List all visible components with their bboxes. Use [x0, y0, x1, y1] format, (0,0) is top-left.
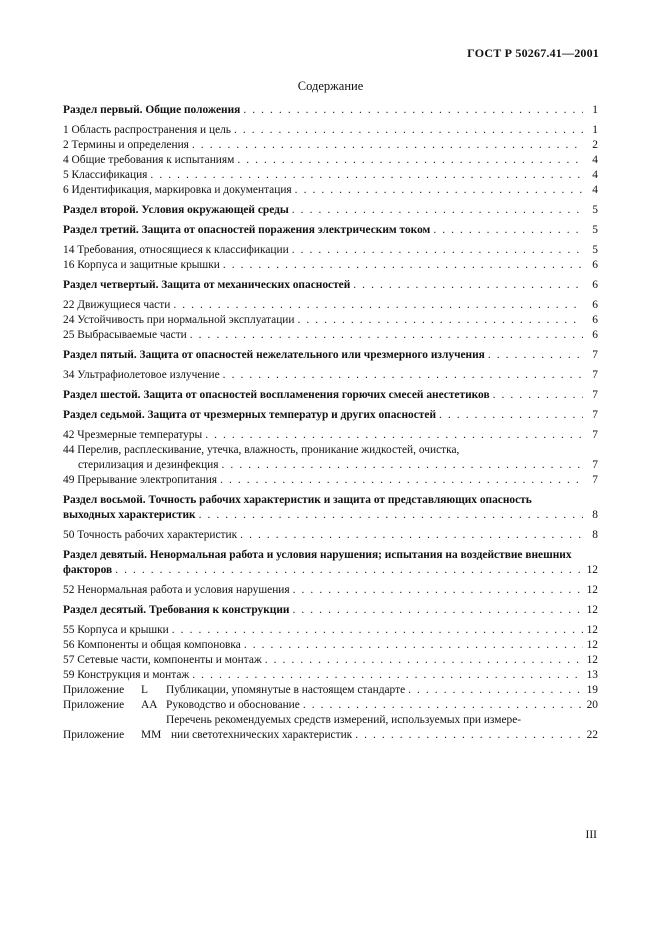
dot-leader	[205, 428, 583, 443]
toc-page-number: 6	[592, 299, 598, 311]
dot-leader	[293, 603, 584, 618]
toc-page-number: 6	[592, 329, 598, 341]
dot-leader	[295, 183, 583, 198]
toc-entry-title: Раздел второй. Условия окружающей среды	[63, 204, 289, 216]
toc-entry-title: 57 Сетевые части, компоненты и монтаж	[63, 654, 262, 666]
toc-item	[63, 368, 598, 383]
appendix-word: Приложение	[63, 699, 125, 711]
toc-appendix	[63, 683, 598, 698]
toc-entry-title: 49 Прерывание электропитания	[63, 474, 218, 486]
toc-page-number: 12	[586, 584, 598, 596]
toc-page-number: 7	[592, 389, 598, 401]
dot-leader	[223, 368, 583, 383]
toc-page-number: 1	[592, 124, 598, 136]
toc-appendix	[63, 713, 598, 743]
toc-entry-title: Перечень рекомендуемых средств измерений, используемых при измере-	[166, 714, 522, 726]
toc-entry-title: 34 Ультрафиолетовое излучение	[63, 369, 220, 381]
toc-item	[63, 428, 598, 443]
dot-leader	[265, 653, 583, 668]
toc-item	[63, 668, 598, 683]
dot-leader	[293, 583, 583, 598]
toc-entry-title-cont: нии светотехнических характеристик	[171, 729, 353, 741]
toc-page-number: 4	[592, 169, 598, 181]
toc-entry-title: 4 Общие требования к испытаниям	[63, 154, 235, 166]
toc-page-number: 7	[592, 459, 598, 471]
dot-leader	[408, 683, 583, 698]
toc-item	[63, 183, 598, 198]
toc-section	[63, 493, 598, 523]
toc-entry-title: Раздел пятый. Защита от опасностей нежелательного или чрезмерного излучения	[63, 349, 485, 361]
toc-page-number: 4	[592, 154, 598, 166]
appendix-word: Приложение	[63, 729, 125, 741]
toc-item	[63, 653, 598, 668]
dot-leader	[237, 153, 583, 168]
toc-section	[63, 388, 598, 403]
toc-page-number: 7	[592, 409, 598, 421]
dot-leader	[353, 278, 583, 293]
toc-item	[63, 328, 598, 343]
toc-item	[63, 298, 598, 313]
toc-page-number: 7	[592, 474, 598, 486]
toc-item	[63, 243, 598, 258]
toc-item	[63, 153, 598, 168]
dot-leader	[192, 668, 583, 683]
toc-entry-continuation	[166, 728, 598, 743]
dot-leader	[173, 298, 583, 313]
toc-entry-title: 56 Компоненты и общая компоновка	[63, 639, 241, 651]
dot-leader	[439, 408, 583, 423]
table-of-contents	[63, 103, 598, 743]
toc-section	[63, 103, 598, 118]
toc-section	[63, 603, 598, 618]
toc-entry-title: 2 Термины и определения	[63, 139, 189, 151]
toc-item	[63, 168, 598, 183]
toc-entry-title: 44 Перелив, расплескивание, утечка, влажность, проникание жидкостей, очистка,	[63, 444, 460, 456]
toc-entry-title: 5 Классификация	[63, 169, 148, 181]
toc-page-number: 7	[592, 429, 598, 441]
toc-section	[63, 203, 598, 218]
toc-entry-title-cont: выходных характеристик	[63, 509, 196, 521]
toc-item	[63, 258, 598, 273]
toc-entry-title: Раздел десятый. Требования к конструкции	[63, 604, 290, 616]
toc-item	[63, 138, 598, 153]
dot-leader	[222, 458, 583, 473]
document-code: ГОСТ Р 50267.41—2001	[467, 46, 599, 60]
toc-entry-title: Раздел четвертый. Защита от механических опасностей	[63, 279, 351, 291]
toc-entry-title: 50 Точность рабочих характеристик	[63, 529, 238, 541]
toc-page-number: 4	[592, 184, 598, 196]
toc-title: Содержание	[297, 79, 364, 93]
toc-entry-title: 55 Корпуса и крышки	[63, 624, 169, 636]
toc-page-number: 12	[586, 639, 598, 651]
toc-page-number: 5	[592, 224, 598, 236]
toc-item	[63, 638, 598, 653]
toc-page-number: 6	[592, 259, 598, 271]
toc-entry-title: Публикации, упомянутые в настоящем стандарте	[166, 684, 406, 696]
dot-leader	[115, 563, 583, 578]
toc-page-number: 1	[592, 104, 598, 116]
toc-page-number: 6	[592, 279, 598, 291]
toc-page-number: 8	[592, 509, 598, 521]
appendix-body	[166, 713, 598, 743]
dot-leader	[244, 638, 583, 653]
toc-entry-title: 22 Движущиеся части	[63, 299, 171, 311]
toc-entry-title: Руководство и обоснование	[166, 699, 300, 711]
toc-page-number: 2	[592, 139, 598, 151]
dot-leader	[150, 168, 583, 183]
dot-leader	[297, 313, 583, 328]
toc-entry-title: 14 Требования, относящиеся к классификации	[63, 244, 289, 256]
appendix-label	[63, 683, 166, 698]
toc-page-number: 13	[586, 669, 598, 681]
toc-item	[63, 443, 598, 473]
toc-section	[63, 548, 598, 578]
toc-section	[63, 223, 598, 238]
toc-entry-title: 42 Чрезмерные температуры	[63, 429, 203, 441]
toc-page-number: 22	[586, 729, 598, 741]
appendix-code: AA	[141, 699, 158, 711]
toc-entry-title-cont: факторов	[63, 564, 113, 576]
toc-page-number: 5	[592, 204, 598, 216]
dot-leader	[220, 473, 583, 488]
dot-leader	[240, 528, 583, 543]
toc-entry-title: 24 Устойчивость при нормальной эксплуатации	[63, 314, 295, 326]
toc-entry-title: 59 Конструкция и монтаж	[63, 669, 190, 681]
dot-leader	[192, 138, 583, 153]
appendix-word: Приложение	[63, 684, 125, 696]
appendix-body	[166, 683, 598, 698]
toc-entry-title-cont: стерилизация и дезинфекция	[78, 459, 219, 471]
toc-page-number: 7	[592, 369, 598, 381]
toc-entry-title: 6 Идентификация, маркировка и документация	[63, 184, 292, 196]
toc-page-number: 12	[586, 604, 598, 616]
dot-leader	[190, 328, 583, 343]
toc-entry-continuation	[63, 508, 598, 523]
toc-item	[63, 473, 598, 488]
appendix-body	[166, 698, 598, 713]
toc-page-number: 12	[586, 564, 598, 576]
dot-leader	[433, 223, 583, 238]
toc-item	[63, 528, 598, 543]
toc-item	[63, 583, 598, 598]
dot-leader	[488, 348, 583, 363]
toc-entry-title: Раздел восьмой. Точность рабочих характеристик и защита от представляющих опасность	[63, 494, 532, 506]
toc-page-number: 5	[592, 244, 598, 256]
toc-section	[63, 348, 598, 363]
toc-entry-title: Раздел девятый. Ненормальная работа и условия нарушения; испытания на воздействие внешних	[63, 549, 572, 561]
toc-entry-continuation	[63, 458, 598, 473]
toc-entry-title: Раздел шестой. Защита от опасностей воспламенения горючих смесей анестетиков	[63, 389, 490, 401]
toc-page-number: 19	[586, 684, 598, 696]
page-number: III	[585, 829, 597, 841]
appendix-code: MM	[141, 729, 162, 741]
toc-item	[63, 123, 598, 138]
dot-leader	[292, 203, 583, 218]
toc-appendix	[63, 698, 598, 713]
toc-page-number: 20	[586, 699, 598, 711]
toc-item	[63, 623, 598, 638]
toc-page-number: 7	[592, 349, 598, 361]
dot-leader	[303, 698, 583, 713]
toc-page-number: 12	[586, 624, 598, 636]
toc-section	[63, 408, 598, 423]
dot-leader	[172, 623, 583, 638]
toc-entry-title: 52 Ненормальная работа и условия нарушения	[63, 584, 290, 596]
toc-page-number: 6	[592, 314, 598, 326]
dot-leader	[355, 728, 583, 743]
dot-leader	[223, 258, 583, 273]
toc-item	[63, 313, 598, 328]
toc-entry-title: 16 Корпуса и защитные крышки	[63, 259, 220, 271]
toc-entry-title: 1 Область распространения и цель	[63, 124, 232, 136]
toc-entry-title: 25 Выбрасываемые части	[63, 329, 187, 341]
appendix-label	[63, 698, 166, 713]
dot-leader	[243, 103, 583, 118]
dot-leader	[199, 508, 583, 523]
toc-entry-continuation	[63, 563, 598, 578]
appendix-label	[63, 728, 166, 743]
dot-leader	[234, 123, 583, 138]
appendix-code: L	[141, 684, 148, 696]
toc-page-number: 8	[592, 529, 598, 541]
toc-entry-title: Раздел седьмой. Защита от чрезмерных температур и других опасностей	[63, 409, 437, 421]
toc-page-number: 12	[586, 654, 598, 666]
toc-entry-title: Раздел третий. Защита от опасностей поражения электрическим током	[63, 224, 431, 236]
toc-entry-title: Раздел первый. Общие положения	[63, 104, 241, 116]
toc-section	[63, 278, 598, 293]
dot-leader	[493, 388, 583, 403]
dot-leader	[292, 243, 583, 258]
